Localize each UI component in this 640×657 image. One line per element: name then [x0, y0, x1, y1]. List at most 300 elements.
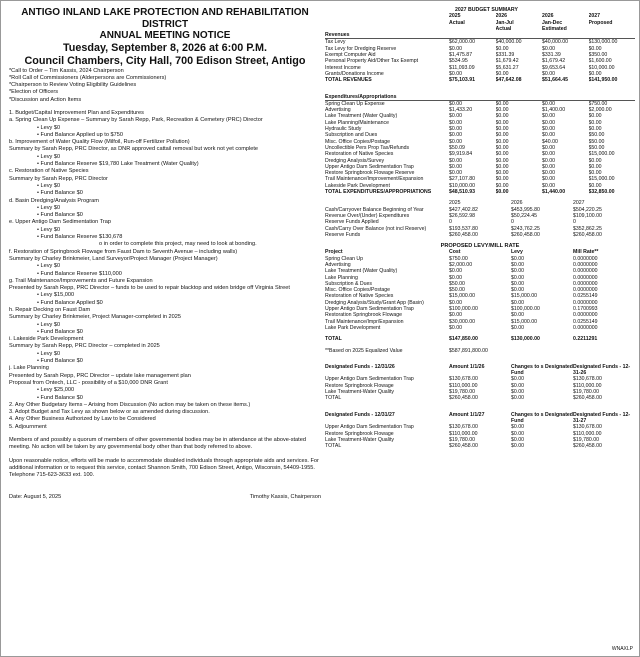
agenda-line: • Fund Balance $0	[37, 212, 83, 219]
table-cell: $40,000.00	[542, 39, 568, 46]
agenda-line: j. Lake Planning	[9, 365, 49, 372]
table-cell: $130,678.00	[449, 424, 478, 431]
preamble-line: *Roll Call of Commissioners (Alderpersons are Commissioners)	[9, 74, 167, 81]
agenda-line: • Fund Balance $0	[37, 394, 83, 401]
expenditures-section-row	[325, 94, 635, 101]
table-cell: $0.00	[495, 113, 509, 120]
table-cell: Lake Planning/Maintenance	[325, 119, 390, 126]
agenda-line: 1. Budget/Capital Improvement Plan and Expenditures	[9, 109, 144, 116]
table-cell: $0.00	[588, 170, 602, 177]
table-cell: $0.00	[511, 287, 524, 294]
table-cell: $534.95	[449, 58, 468, 65]
table-cell: $0.00	[542, 70, 555, 77]
table-cell: $587,891,800.00	[449, 347, 488, 354]
table-cell: $260,458.00	[573, 443, 602, 450]
table-cell: 2027	[573, 200, 585, 207]
agenda-line: • Levy $0	[37, 321, 61, 328]
agenda-line: Presented by Sarah Repp, PRC Director – funds to be used to repair blacktop and widen bridge off Virginia Street	[9, 285, 290, 292]
table-cell: Revenues	[325, 32, 350, 39]
table-cell: $0.00	[511, 436, 524, 443]
table-cell: $15,000.00	[449, 293, 475, 300]
table-cell: $11,093.09	[449, 64, 475, 71]
table-cell: $0.00	[511, 395, 524, 402]
table-cell: $100,000.00	[449, 306, 478, 313]
table-cell: $0.00	[495, 126, 509, 133]
table-cell: Amount 1/1/27	[449, 411, 485, 418]
table-cell: $0.00	[449, 138, 462, 145]
table-cell: $0.00	[495, 151, 509, 158]
table-cell: Tax Levy for Dredging Reserve	[325, 45, 397, 52]
table-cell: $110,000.00	[449, 430, 478, 437]
table-cell: 0.2211291	[573, 336, 598, 343]
agenda-line: 4. Any Other Business Authorized by Law to be Considered	[9, 416, 156, 423]
table-cell: Cash/Carryover Balance Beginning of Year	[325, 206, 424, 213]
table-cell: $19,780.00	[449, 436, 475, 443]
table-cell: Trail Maintenance/Improvement/Expansion	[325, 176, 424, 183]
header-line: Estimated	[542, 25, 567, 32]
table-cell: $260,458.00	[449, 395, 478, 402]
table-cell: $0.00	[495, 70, 509, 77]
header-line: Proposed	[588, 19, 613, 26]
table-cell: Uncollectible Pers Prop Tax/Refunds	[325, 144, 410, 151]
table-cell: Upper Antigo Dam Sedimentation Trap	[325, 306, 414, 313]
table-cell: $2,000.00	[588, 107, 612, 114]
table-cell: $0.00	[495, 107, 509, 114]
table-cell: 0.0255149	[573, 318, 598, 325]
table-cell: $0.00	[449, 100, 462, 107]
table-cell: $0.00	[542, 113, 555, 120]
table-cell: $0.00	[449, 132, 462, 139]
table-cell: Spring Clean Up	[325, 255, 364, 262]
agenda-line: i. Lakeside Park Development	[9, 336, 84, 343]
table-cell: Advertising	[325, 107, 351, 114]
table-cell: $0.00	[542, 119, 555, 126]
budget-column	[325, 7, 635, 449]
preamble-line: *Chairperson to Review Voting Eligibility Guidelines	[9, 82, 137, 89]
levy-table	[325, 249, 635, 353]
agenda-line: c. Restoration of Native Species	[9, 168, 89, 175]
table-cell: $19,780.00	[449, 389, 475, 396]
table-cell: 2026	[511, 200, 523, 207]
preamble-line: *Discussion and Action Items	[9, 96, 82, 103]
agenda-line: • Levy $0	[37, 263, 61, 270]
table-cell: $0.00	[542, 144, 555, 151]
agenda-line: Proposal from Ontech, LLC - possibility of a $10,000 DNR Grant	[9, 379, 168, 386]
table-cell: $1,679.42	[542, 58, 566, 65]
table-cell: $10,000.00	[588, 64, 615, 71]
budget-summary-table	[325, 7, 635, 195]
notice-title-line-3: ANNUAL MEETING NOTICE	[99, 30, 231, 41]
header-line: Jan-Dec	[542, 19, 563, 26]
table-cell: $0.00	[511, 280, 524, 287]
agenda-line: g. Trail Maintenance/Improvements and Future Expansion	[9, 277, 153, 284]
table-cell: 0.0000000	[573, 280, 598, 287]
designated-funds-tables	[325, 354, 635, 450]
table-cell: $19,780.00	[573, 389, 599, 396]
agenda-line: Summary by Sarah Repp, PRC Director, as DNR approved cattail removal but work not yet complete	[9, 146, 259, 153]
table-cell: $0.00	[495, 138, 509, 145]
preamble-list	[9, 68, 321, 104]
table-cell: Exempt Computer Aid	[325, 52, 376, 59]
agenda-items	[9, 110, 321, 431]
table-cell: $453,995.80	[511, 206, 540, 213]
table-cell: $0.00	[511, 430, 524, 437]
meeting-date: Tuesday, September 8, 2026 at 6:00 P.M.	[62, 41, 268, 54]
notice-title-line-1: ANTIGO INLAND LAKE PROTECTION AND REHABILITATION	[21, 7, 309, 18]
table-cell: Lake Park Development	[325, 324, 381, 331]
table-cell: $427,402.82	[449, 206, 478, 213]
agenda-line: • Fund Balance $0	[37, 190, 83, 197]
table-cell: $0.00	[542, 100, 555, 107]
table-cell: $147,850.00	[449, 336, 478, 343]
table-cell: $0.00	[542, 182, 555, 189]
table-cell: $1,600.00	[588, 58, 612, 65]
table-cell: TOTAL REVENUES	[325, 77, 372, 84]
table-cell	[496, 32, 543, 39]
table-cell: $0.00	[449, 274, 462, 281]
table-cell: $352,862.25	[573, 225, 602, 232]
agenda-line: d. Basin Dredging/Analysis Program	[9, 197, 99, 204]
table-cell: $260,458.00	[449, 231, 478, 238]
spacer	[325, 402, 635, 412]
meeting-notice-column	[9, 7, 321, 501]
agenda-line: Summary by Charley Brinkmeier, Project Manager-completed in 2025	[9, 314, 181, 321]
table-cell: Advertising	[325, 261, 351, 268]
table-cell: $110,000.00	[573, 382, 602, 389]
table-cell: $260,458.00	[449, 443, 478, 450]
table-cell: Restore Springbrook Flowage	[325, 430, 394, 437]
table-cell: $0.00	[511, 424, 524, 431]
table-cell: **Based on 2025 Equalized Value	[325, 347, 403, 354]
table-cell: Misc. Office Copies/Postage	[325, 287, 391, 294]
table-cell: $750.00	[449, 255, 468, 262]
header-line: 2025	[449, 13, 461, 20]
table-cell: Levy	[511, 249, 523, 256]
table-cell: $1,400.00	[542, 107, 566, 114]
table-cell: $32,850.00	[588, 189, 615, 196]
agenda-line: • Levy $0	[37, 124, 61, 131]
table-cell: $0.00	[449, 163, 462, 170]
table-cell: $40,000.00	[495, 39, 522, 46]
agenda-line: b. Improvement of Water Quality Flow (Milfoil, Run-off Fertilizer Pollution)	[9, 139, 190, 146]
table-cell: $9,919.84	[449, 151, 473, 158]
table-cell: $10,000.00	[449, 182, 475, 189]
table-cell: $0.00	[511, 299, 524, 306]
preamble-line: *Call to Order – Tim Kassis, 2024 Chairperson	[9, 67, 124, 74]
table-cell: $47,642.08	[495, 77, 522, 84]
table-cell: TOTAL	[325, 395, 342, 402]
table-cell	[496, 13, 543, 32]
table-cell: Restore Springbrook Flowage Reserve	[325, 170, 415, 177]
designated-header-row	[325, 364, 635, 377]
agenda-line: e. Upper Antigo Dam Sedimentation Trap	[9, 219, 111, 226]
budget-column-headers	[325, 13, 635, 32]
table-cell: $0.00	[588, 45, 602, 52]
table-cell: $2,000.00	[449, 261, 473, 268]
table-cell: Project	[325, 249, 343, 256]
table-cell: $0.00	[542, 132, 555, 139]
table-cell: Lake Treatment-Water Quality	[325, 389, 394, 396]
table-cell: $50.00	[449, 280, 465, 287]
table-cell: $100,000.00	[511, 306, 540, 313]
table-cell: $0.00	[588, 119, 602, 126]
balance-table	[325, 200, 635, 238]
table-cell: Designated Funds - 12/31/26	[325, 363, 395, 370]
preamble-line: *Election of Officers	[9, 89, 59, 96]
table-cell: $0.00	[588, 157, 602, 164]
agenda-line: • Levy $0	[37, 204, 61, 211]
table-cell: $0.00	[495, 132, 509, 139]
spacer	[325, 354, 635, 364]
table-cell: $0.00	[449, 45, 462, 52]
table-cell: $5,631.27	[495, 64, 519, 71]
table-cell: Expenditures/Appropriations	[325, 93, 397, 100]
table-cell: $0.00	[495, 170, 509, 177]
header-line: 2027	[588, 13, 601, 20]
table-cell: Changes to s Designated Fund	[511, 363, 573, 377]
table-cell: $19,780.00	[573, 436, 599, 443]
table-cell: $0.00	[588, 70, 602, 77]
table-cell: $50,224.45	[511, 212, 537, 219]
table-cell: Dredging Analysis/Survey	[325, 157, 385, 164]
table-cell: Revenue Over/(Under) Expenditures	[325, 212, 410, 219]
table-cell: $0.00	[449, 268, 462, 275]
table-cell: $0.00	[511, 255, 524, 262]
table-cell: $0.00	[511, 376, 524, 383]
quorum-paragraph: Members of and possibly a quorum of members of other governmental bodies may be in attendance at the above-stated meeting. No action will be taken by any governmental body other than that body referred to above.	[9, 437, 306, 451]
agenda-line: • Fund Balance Applied up to $750	[37, 131, 123, 138]
table-cell: $0.00	[495, 45, 509, 52]
table-cell: $0.00	[495, 144, 509, 151]
agenda-line: Presented by Sarah Repp, PRC Director – update lake management plan	[9, 372, 191, 379]
agenda-line: • Levy $0	[37, 350, 61, 357]
table-cell: $30,000.00	[449, 318, 475, 325]
table-cell: $0.00	[542, 176, 555, 183]
table-cell	[496, 94, 543, 101]
table-cell: $0.00	[449, 70, 462, 77]
table-cell: 0	[511, 219, 514, 226]
table-cell: 0.0000000	[573, 287, 598, 294]
table-cell: $0.00	[511, 261, 524, 268]
table-cell: $0.00	[542, 151, 555, 158]
header-line: Jan-Jul	[495, 19, 514, 26]
agenda-line: f. Restoration of Springbrook Flowage from Faust Dam to Seventh Avenue – including walls)	[9, 248, 238, 255]
agenda-line: • Fund Balance $0	[37, 328, 83, 335]
table-cell: $260,458.00	[573, 395, 602, 402]
table-cell: Subscription & Dues	[325, 280, 372, 287]
agenda-line: • Levy $0	[37, 226, 61, 233]
table-cell	[449, 94, 496, 101]
table-cell: Lake Treatment (Water Quality)	[325, 113, 398, 120]
table-cell: $0.00	[495, 189, 509, 196]
table-cell: $1,679.42	[495, 58, 519, 65]
table-cell: Trail Maintenance/Impr/Expansion	[325, 318, 404, 325]
signature-block	[9, 494, 321, 501]
agenda-line: 5. Adjournment	[9, 423, 47, 430]
table-cell: $130,000.00	[511, 336, 540, 343]
table-cell: 0.0255149	[573, 293, 598, 300]
designated-funds-table-2	[325, 412, 635, 450]
agenda-line: 3. Adopt Budget and Tax Levy as shown below or as amended during discussion.	[9, 409, 210, 416]
revenue-row	[325, 39, 635, 46]
table-cell: $50.00	[588, 138, 605, 145]
table-cell: Tax Levy	[325, 39, 346, 46]
table-cell: Hydraulic Study	[325, 126, 362, 133]
table-cell: Personal Property Aid/Other Tax Exempt	[325, 58, 419, 65]
table-cell: $130,678.00	[449, 376, 478, 383]
chairperson-signature: Timothy Kassis, Chairperson	[249, 493, 321, 500]
table-cell: $1,433.20	[449, 107, 473, 114]
table-cell: Cash/Carry Over Balance (not incl Reserve)	[325, 225, 427, 232]
designated-funds-table-1	[325, 364, 635, 402]
table-cell	[325, 13, 449, 32]
table-cell: 0	[573, 219, 576, 226]
table-cell: 0.0000000	[573, 299, 598, 306]
table-cell: Lake Treatment-Water Quality	[325, 436, 394, 443]
table-cell: $0.00	[542, 157, 555, 164]
table-cell: $50.09	[449, 144, 465, 151]
table-cell: $331.39	[542, 52, 561, 59]
table-cell: Cost	[449, 249, 461, 256]
agenda-line: Summary by Sarah Repp, PRC Director – completed in 2025	[9, 343, 160, 350]
table-cell: $0.00	[511, 268, 524, 275]
table-cell: 0.0000000	[573, 312, 598, 319]
agenda-line: h. Repair Decking on Faust Dam	[9, 307, 91, 313]
table-cell: 0.1700993	[573, 306, 598, 313]
table-cell: $75,103.91	[449, 77, 475, 84]
table-cell: $0.00	[511, 312, 524, 319]
table-cell	[542, 32, 589, 39]
table-cell: $50.00	[449, 287, 465, 294]
table-cell: Designated Funds - 12-31-26	[573, 363, 631, 377]
table-cell: Upper Antigo Dam Sedimentation Trap	[325, 424, 414, 431]
table-cell: $0.00	[588, 126, 602, 133]
table-cell: $0.00	[542, 126, 555, 133]
spacer-row	[325, 84, 635, 94]
table-cell: $193,537.80	[449, 225, 478, 232]
agenda-line: o in order to complete this project, may need to look at bonding.	[99, 241, 257, 248]
agenda-line: 2. Any Other Budgetary Items – Arising from Discussion (No action may be taken on these items.)	[9, 401, 251, 408]
table-cell: $1,475.87	[449, 52, 473, 59]
levy-title: PROPOSED LEVY/MILL RATE	[440, 243, 520, 250]
table-cell: $0.00	[511, 324, 524, 331]
table-cell: $0.00	[495, 119, 509, 126]
table-cell	[542, 94, 589, 101]
table-cell: $0.00	[449, 126, 462, 133]
table-cell: $50.00	[588, 132, 605, 139]
table-cell: $0.00	[542, 45, 555, 52]
table-cell: Subscription and Dues	[325, 132, 378, 139]
table-cell: $0.00	[495, 176, 509, 183]
header-line: Actual	[449, 19, 465, 26]
table-cell: TOTAL EXPENDITURES/APPROPRIATIONS	[325, 189, 432, 196]
table-cell: 2025	[449, 200, 461, 207]
table-cell: 0.0000000	[573, 255, 598, 262]
table-cell: $350.00	[588, 52, 608, 59]
table-cell: 0.0000000	[573, 274, 598, 281]
publication-code: WNAXLP	[611, 646, 633, 652]
agenda-line: • Fund Balance Reserve $19,780 Lake Treatment (Water Quality)	[37, 161, 199, 168]
table-cell: Mill Rate**	[573, 249, 599, 256]
table-cell: $260,458.00	[573, 231, 602, 238]
table-cell: $141,950.00	[588, 77, 618, 84]
table-cell: Lakeside Park Development	[325, 182, 390, 189]
table-cell: $48,510.93	[449, 189, 475, 196]
table-cell: $15,000.00	[511, 293, 537, 300]
table-cell: $0.00	[588, 113, 602, 120]
table-cell: $750.00	[588, 100, 608, 107]
table-cell	[589, 94, 636, 101]
table-cell: Misc. Office Copies/Postage	[325, 138, 391, 145]
designated-row	[325, 443, 635, 449]
table-cell: $110,000.00	[573, 430, 602, 437]
table-cell	[589, 32, 636, 39]
table-cell: 0.0000000	[573, 324, 598, 331]
table-cell: $331.39	[495, 52, 515, 59]
agenda-line: • Levy $15,000	[37, 292, 75, 299]
table-cell: $0.00	[449, 324, 462, 331]
agenda-line: • Fund Balance Reserve $130,678	[37, 234, 123, 241]
table-cell: $0.00	[588, 163, 602, 170]
agenda-line: Summary by Charley Brinkmeier, Land Surveyor/Project Manager (Project Manager)	[9, 255, 218, 262]
agenda-line: • Fund Balance Reserve $110,000	[37, 270, 122, 277]
table-cell	[449, 32, 496, 39]
expenditure-row	[325, 100, 635, 107]
table-cell: $504,220.25	[573, 206, 602, 213]
header-line: 2026	[542, 13, 554, 20]
table-cell: $0.00	[495, 163, 509, 170]
table-cell: $50.00	[588, 144, 605, 151]
table-cell: $0.00	[511, 382, 524, 389]
meeting-location: Council Chambers, City Hall, 700 Edison Street, Antigo	[24, 54, 306, 67]
table-cell: Grants/Donations Income	[325, 70, 384, 77]
table-cell: $0.00	[495, 157, 509, 164]
notice-title-line-2: DISTRICT	[141, 18, 189, 30]
header-line: 2026	[495, 13, 508, 20]
table-cell: $0.00	[495, 100, 509, 107]
table-cell: Changes to s Designated Fund	[511, 411, 573, 424]
table-cell: $130,000.00	[588, 39, 618, 46]
table-cell: Interest Income	[325, 64, 361, 71]
table-cell: Reserve Funds Applied	[325, 219, 379, 226]
revenues-section-row	[325, 32, 635, 39]
table-cell: $0.00	[449, 113, 462, 120]
agenda-line: • Levy $0	[37, 153, 61, 160]
table-cell: $0.00	[449, 170, 462, 177]
table-cell: Spring Clean Up Expense	[325, 100, 385, 107]
table-cell: Designated Funds - 12-31-27	[573, 411, 631, 424]
table-cell: Upper Antigo Dam Sedimentation Trap	[325, 376, 414, 383]
table-cell: $62,000.00	[449, 39, 475, 46]
table-cell: Dredging Analysis/Study/Grant App (Basin)	[325, 299, 424, 306]
table-cell: Restoration of Native Species	[325, 293, 394, 300]
table-cell: $1,440.00	[542, 189, 566, 196]
table-cell	[589, 13, 636, 32]
table-cell: $0.00	[449, 119, 462, 126]
table-cell: Designated Funds - 12/31/27	[325, 411, 395, 418]
table-cell: TOTAL	[325, 443, 342, 450]
table-cell: $0.00	[449, 312, 462, 319]
table-cell: $15,000.00	[588, 176, 615, 183]
table-cell: $0.00	[449, 157, 462, 164]
designated-header-row	[325, 412, 635, 425]
table-cell: $0.00	[495, 182, 509, 189]
table-cell: $0.00	[449, 299, 462, 306]
table-cell: $15,000.00	[511, 318, 537, 325]
table-cell: $130,678.00	[573, 376, 602, 383]
budget-title: 2027 BUDGET SUMMARY	[455, 7, 518, 13]
table-cell	[542, 13, 589, 32]
